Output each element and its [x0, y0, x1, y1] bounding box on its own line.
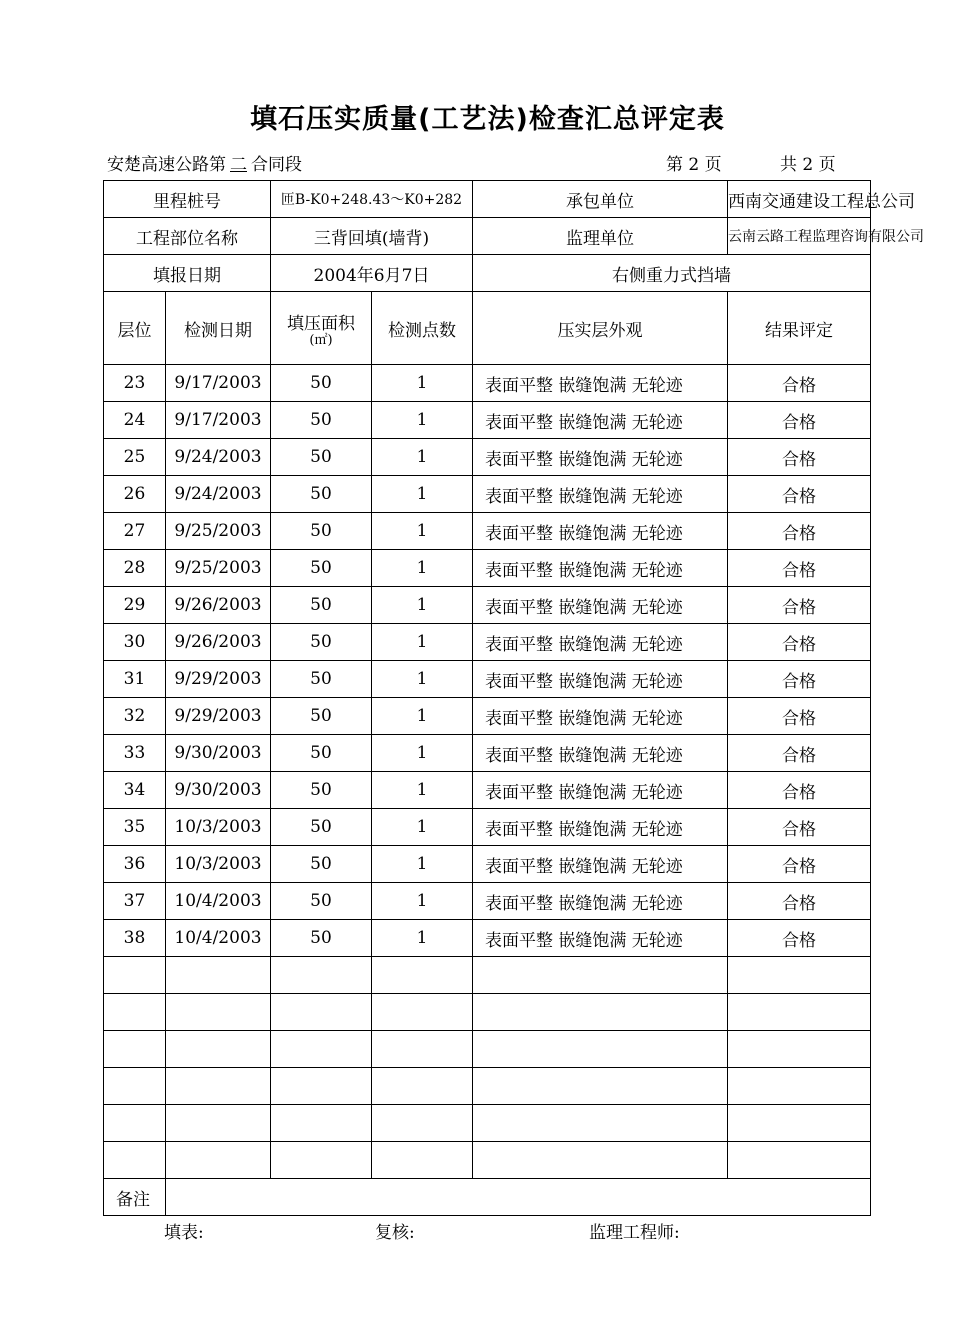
contractor-label: 承包单位 — [473, 181, 728, 218]
project-prefix: 安楚高速公路第 — [107, 155, 226, 175]
cell-area: 50 — [271, 920, 372, 957]
column-header-area — [271, 292, 372, 365]
cell-result: 合格 — [728, 587, 871, 624]
cell-appearance: 表面平整 嵌缝饱满 无轮迹 — [473, 624, 728, 661]
cell-area: 50 — [271, 513, 372, 550]
structure-value: 右侧重力式挡墙 — [473, 255, 871, 292]
cell-appearance — [473, 1105, 728, 1142]
cell-result: 合格 — [728, 698, 871, 735]
table-row — [104, 1142, 871, 1179]
cell-result: 合格 — [728, 439, 871, 476]
info-row-part — [104, 218, 871, 255]
project-suffix: 合同段 — [251, 155, 302, 175]
cell-result — [728, 957, 871, 994]
table-row — [104, 809, 871, 846]
area-label: 填压面积 — [287, 313, 355, 334]
date-label: 填报日期 — [104, 255, 271, 292]
column-header-layer: 层位 — [104, 292, 166, 365]
cell-test-date: 9/29/2003 — [166, 661, 271, 698]
cell-test-date: 9/24/2003 — [166, 476, 271, 513]
cell-points — [372, 1068, 473, 1105]
cell-result: 合格 — [728, 661, 871, 698]
cell-points — [372, 1105, 473, 1142]
cell-points — [372, 1031, 473, 1068]
table-row — [104, 1105, 871, 1142]
cell-layer: 27 — [104, 513, 166, 550]
table-row — [104, 1068, 871, 1105]
cell-points: 1 — [372, 698, 473, 735]
table-row — [104, 883, 871, 920]
cell-layer — [104, 1068, 166, 1105]
cell-area — [271, 1068, 372, 1105]
cell-test-date: 9/17/2003 — [166, 365, 271, 402]
cell-test-date: 9/29/2003 — [166, 698, 271, 735]
cell-points — [372, 957, 473, 994]
cell-points: 1 — [372, 883, 473, 920]
table-row — [104, 735, 871, 772]
project-line — [107, 150, 302, 175]
contractor-value: 西南交通建设工程总公司 — [728, 181, 871, 218]
cell-points — [372, 1142, 473, 1179]
cell-test-date — [166, 994, 271, 1031]
reviewed-by-label: 复核: — [375, 1223, 415, 1243]
cell-points: 1 — [372, 772, 473, 809]
cell-area: 50 — [271, 402, 372, 439]
cell-result: 合格 — [728, 846, 871, 883]
cell-result: 合格 — [728, 624, 871, 661]
cell-area: 50 — [271, 735, 372, 772]
cell-appearance: 表面平整 嵌缝饱满 无轮迹 — [473, 513, 728, 550]
cell-layer: 23 — [104, 365, 166, 402]
cell-appearance — [473, 1031, 728, 1068]
cell-area: 50 — [271, 883, 372, 920]
cell-layer — [104, 994, 166, 1031]
cell-points — [372, 994, 473, 1031]
cell-points: 1 — [372, 550, 473, 587]
table-row — [104, 846, 871, 883]
table-row — [104, 957, 871, 994]
cell-area: 50 — [271, 439, 372, 476]
section-number: 二 — [230, 155, 247, 175]
date-value: 2004年6月7日 — [271, 255, 473, 292]
table-row — [104, 476, 871, 513]
column-header-row — [104, 292, 871, 365]
notes-row — [104, 1179, 871, 1216]
table-row — [104, 365, 871, 402]
cell-appearance: 表面平整 嵌缝饱满 无轮迹 — [473, 920, 728, 957]
cell-layer — [104, 1105, 166, 1142]
cell-area: 50 — [271, 476, 372, 513]
cell-result: 合格 — [728, 513, 871, 550]
table-row — [104, 772, 871, 809]
cell-appearance: 表面平整 嵌缝饱满 无轮迹 — [473, 439, 728, 476]
cell-test-date — [166, 1142, 271, 1179]
cell-test-date: 9/25/2003 — [166, 513, 271, 550]
supervisor-value: 云南云路工程监理咨询有限公司 — [728, 218, 871, 255]
cell-appearance: 表面平整 嵌缝饱满 无轮迹 — [473, 735, 728, 772]
cell-appearance — [473, 957, 728, 994]
cell-layer: 29 — [104, 587, 166, 624]
cell-result — [728, 1031, 871, 1068]
cell-layer: 34 — [104, 772, 166, 809]
cell-appearance: 表面平整 嵌缝饱满 无轮迹 — [473, 476, 728, 513]
cell-test-date: 10/3/2003 — [166, 846, 271, 883]
area-unit: (㎡) — [309, 332, 333, 348]
mileage-value: 匝B-K0+248.43～K0+282 — [271, 181, 473, 218]
column-header-test-date: 检测日期 — [166, 292, 271, 365]
cell-test-date: 9/30/2003 — [166, 735, 271, 772]
cell-appearance — [473, 1068, 728, 1105]
cell-points: 1 — [372, 846, 473, 883]
cell-points: 1 — [372, 735, 473, 772]
cell-area: 50 — [271, 587, 372, 624]
info-row-date — [104, 255, 871, 292]
cell-layer: 26 — [104, 476, 166, 513]
cell-result — [728, 1142, 871, 1179]
cell-points: 1 — [372, 476, 473, 513]
page-title: 填石压实质量(工艺法)检查汇总评定表 — [250, 104, 725, 135]
cell-appearance: 表面平整 嵌缝饱满 无轮迹 — [473, 365, 728, 402]
cell-area: 50 — [271, 809, 372, 846]
cell-test-date: 9/25/2003 — [166, 550, 271, 587]
cell-result: 合格 — [728, 365, 871, 402]
cell-appearance: 表面平整 嵌缝饱满 无轮迹 — [473, 587, 728, 624]
cell-area — [271, 1031, 372, 1068]
cell-appearance: 表面平整 嵌缝饱满 无轮迹 — [473, 402, 728, 439]
cell-test-date: 9/26/2003 — [166, 587, 271, 624]
cell-test-date: 10/3/2003 — [166, 809, 271, 846]
cell-test-date — [166, 957, 271, 994]
cell-layer: 35 — [104, 809, 166, 846]
cell-test-date: 9/30/2003 — [166, 772, 271, 809]
part-label: 工程部位名称 — [104, 218, 271, 255]
cell-layer: 36 — [104, 846, 166, 883]
cell-result: 合格 — [728, 809, 871, 846]
table-row — [104, 402, 871, 439]
cell-result — [728, 1105, 871, 1142]
column-header-points: 检测点数 — [372, 292, 473, 365]
supervisor-label: 监理单位 — [473, 218, 728, 255]
table-row — [104, 624, 871, 661]
mileage-label: 里程桩号 — [104, 181, 271, 218]
cell-layer: 30 — [104, 624, 166, 661]
table-row — [104, 439, 871, 476]
cell-points: 1 — [372, 365, 473, 402]
cell-area — [271, 1105, 372, 1142]
engineer-label: 监理工程师: — [589, 1223, 680, 1243]
cell-area: 50 — [271, 698, 372, 735]
table-row — [104, 920, 871, 957]
cell-area: 50 — [271, 365, 372, 402]
cell-layer — [104, 957, 166, 994]
cell-appearance — [473, 994, 728, 1031]
cell-points: 1 — [372, 513, 473, 550]
table-row — [104, 513, 871, 550]
cell-appearance — [473, 1142, 728, 1179]
table-row — [104, 550, 871, 587]
cell-result: 合格 — [728, 402, 871, 439]
cell-result — [728, 1068, 871, 1105]
cell-layer: 25 — [104, 439, 166, 476]
cell-appearance: 表面平整 嵌缝饱满 无轮迹 — [473, 550, 728, 587]
cell-appearance: 表面平整 嵌缝饱满 无轮迹 — [473, 772, 728, 809]
cell-test-date — [166, 1105, 271, 1142]
cell-layer: 38 — [104, 920, 166, 957]
cell-area: 50 — [271, 846, 372, 883]
cell-layer: 37 — [104, 883, 166, 920]
cell-test-date: 10/4/2003 — [166, 920, 271, 957]
cell-points: 1 — [372, 402, 473, 439]
cell-result — [728, 994, 871, 1031]
cell-layer: 31 — [104, 661, 166, 698]
cell-layer — [104, 1142, 166, 1179]
cell-points: 1 — [372, 809, 473, 846]
cell-test-date: 9/17/2003 — [166, 402, 271, 439]
cell-result: 合格 — [728, 920, 871, 957]
cell-test-date: 9/24/2003 — [166, 439, 271, 476]
cell-points: 1 — [372, 661, 473, 698]
cell-area: 50 — [271, 661, 372, 698]
cell-appearance: 表面平整 嵌缝饱满 无轮迹 — [473, 846, 728, 883]
cell-test-date — [166, 1031, 271, 1068]
column-header-result: 结果评定 — [728, 292, 871, 365]
cell-points: 1 — [372, 439, 473, 476]
cell-layer: 28 — [104, 550, 166, 587]
cell-appearance: 表面平整 嵌缝饱满 无轮迹 — [473, 809, 728, 846]
cell-result: 合格 — [728, 550, 871, 587]
cell-points: 1 — [372, 624, 473, 661]
cell-area: 50 — [271, 772, 372, 809]
info-row-mileage — [104, 181, 871, 218]
cell-area — [271, 957, 372, 994]
table-row — [104, 661, 871, 698]
cell-appearance: 表面平整 嵌缝饱满 无轮迹 — [473, 661, 728, 698]
cell-points: 1 — [372, 587, 473, 624]
cell-result: 合格 — [728, 735, 871, 772]
cell-layer — [104, 1031, 166, 1068]
cell-area — [271, 994, 372, 1031]
cell-appearance: 表面平整 嵌缝饱满 无轮迹 — [473, 698, 728, 735]
page-number: 第 2 页 — [666, 155, 722, 175]
filled-by-label: 填表: — [164, 1223, 204, 1243]
column-header-appearance: 压实层外观 — [473, 292, 728, 365]
cell-test-date — [166, 1068, 271, 1105]
cell-area: 50 — [271, 624, 372, 661]
cell-appearance: 表面平整 嵌缝饱满 无轮迹 — [473, 883, 728, 920]
cell-layer: 32 — [104, 698, 166, 735]
cell-area: 50 — [271, 550, 372, 587]
cell-test-date: 9/26/2003 — [166, 624, 271, 661]
page-total: 共 2 页 — [780, 155, 836, 175]
table-row — [104, 1031, 871, 1068]
cell-result: 合格 — [728, 772, 871, 809]
notes-label: 备注 — [104, 1179, 166, 1216]
table-row — [104, 587, 871, 624]
cell-layer: 33 — [104, 735, 166, 772]
cell-area — [271, 1142, 372, 1179]
table-row — [104, 698, 871, 735]
cell-points: 1 — [372, 920, 473, 957]
cell-result: 合格 — [728, 476, 871, 513]
cell-test-date: 10/4/2003 — [166, 883, 271, 920]
cell-result: 合格 — [728, 883, 871, 920]
table-row — [104, 994, 871, 1031]
notes-value — [166, 1179, 871, 1216]
cell-layer: 24 — [104, 402, 166, 439]
part-value: 三背回填(墙背) — [271, 218, 473, 255]
inspection-table — [103, 180, 924, 1216]
